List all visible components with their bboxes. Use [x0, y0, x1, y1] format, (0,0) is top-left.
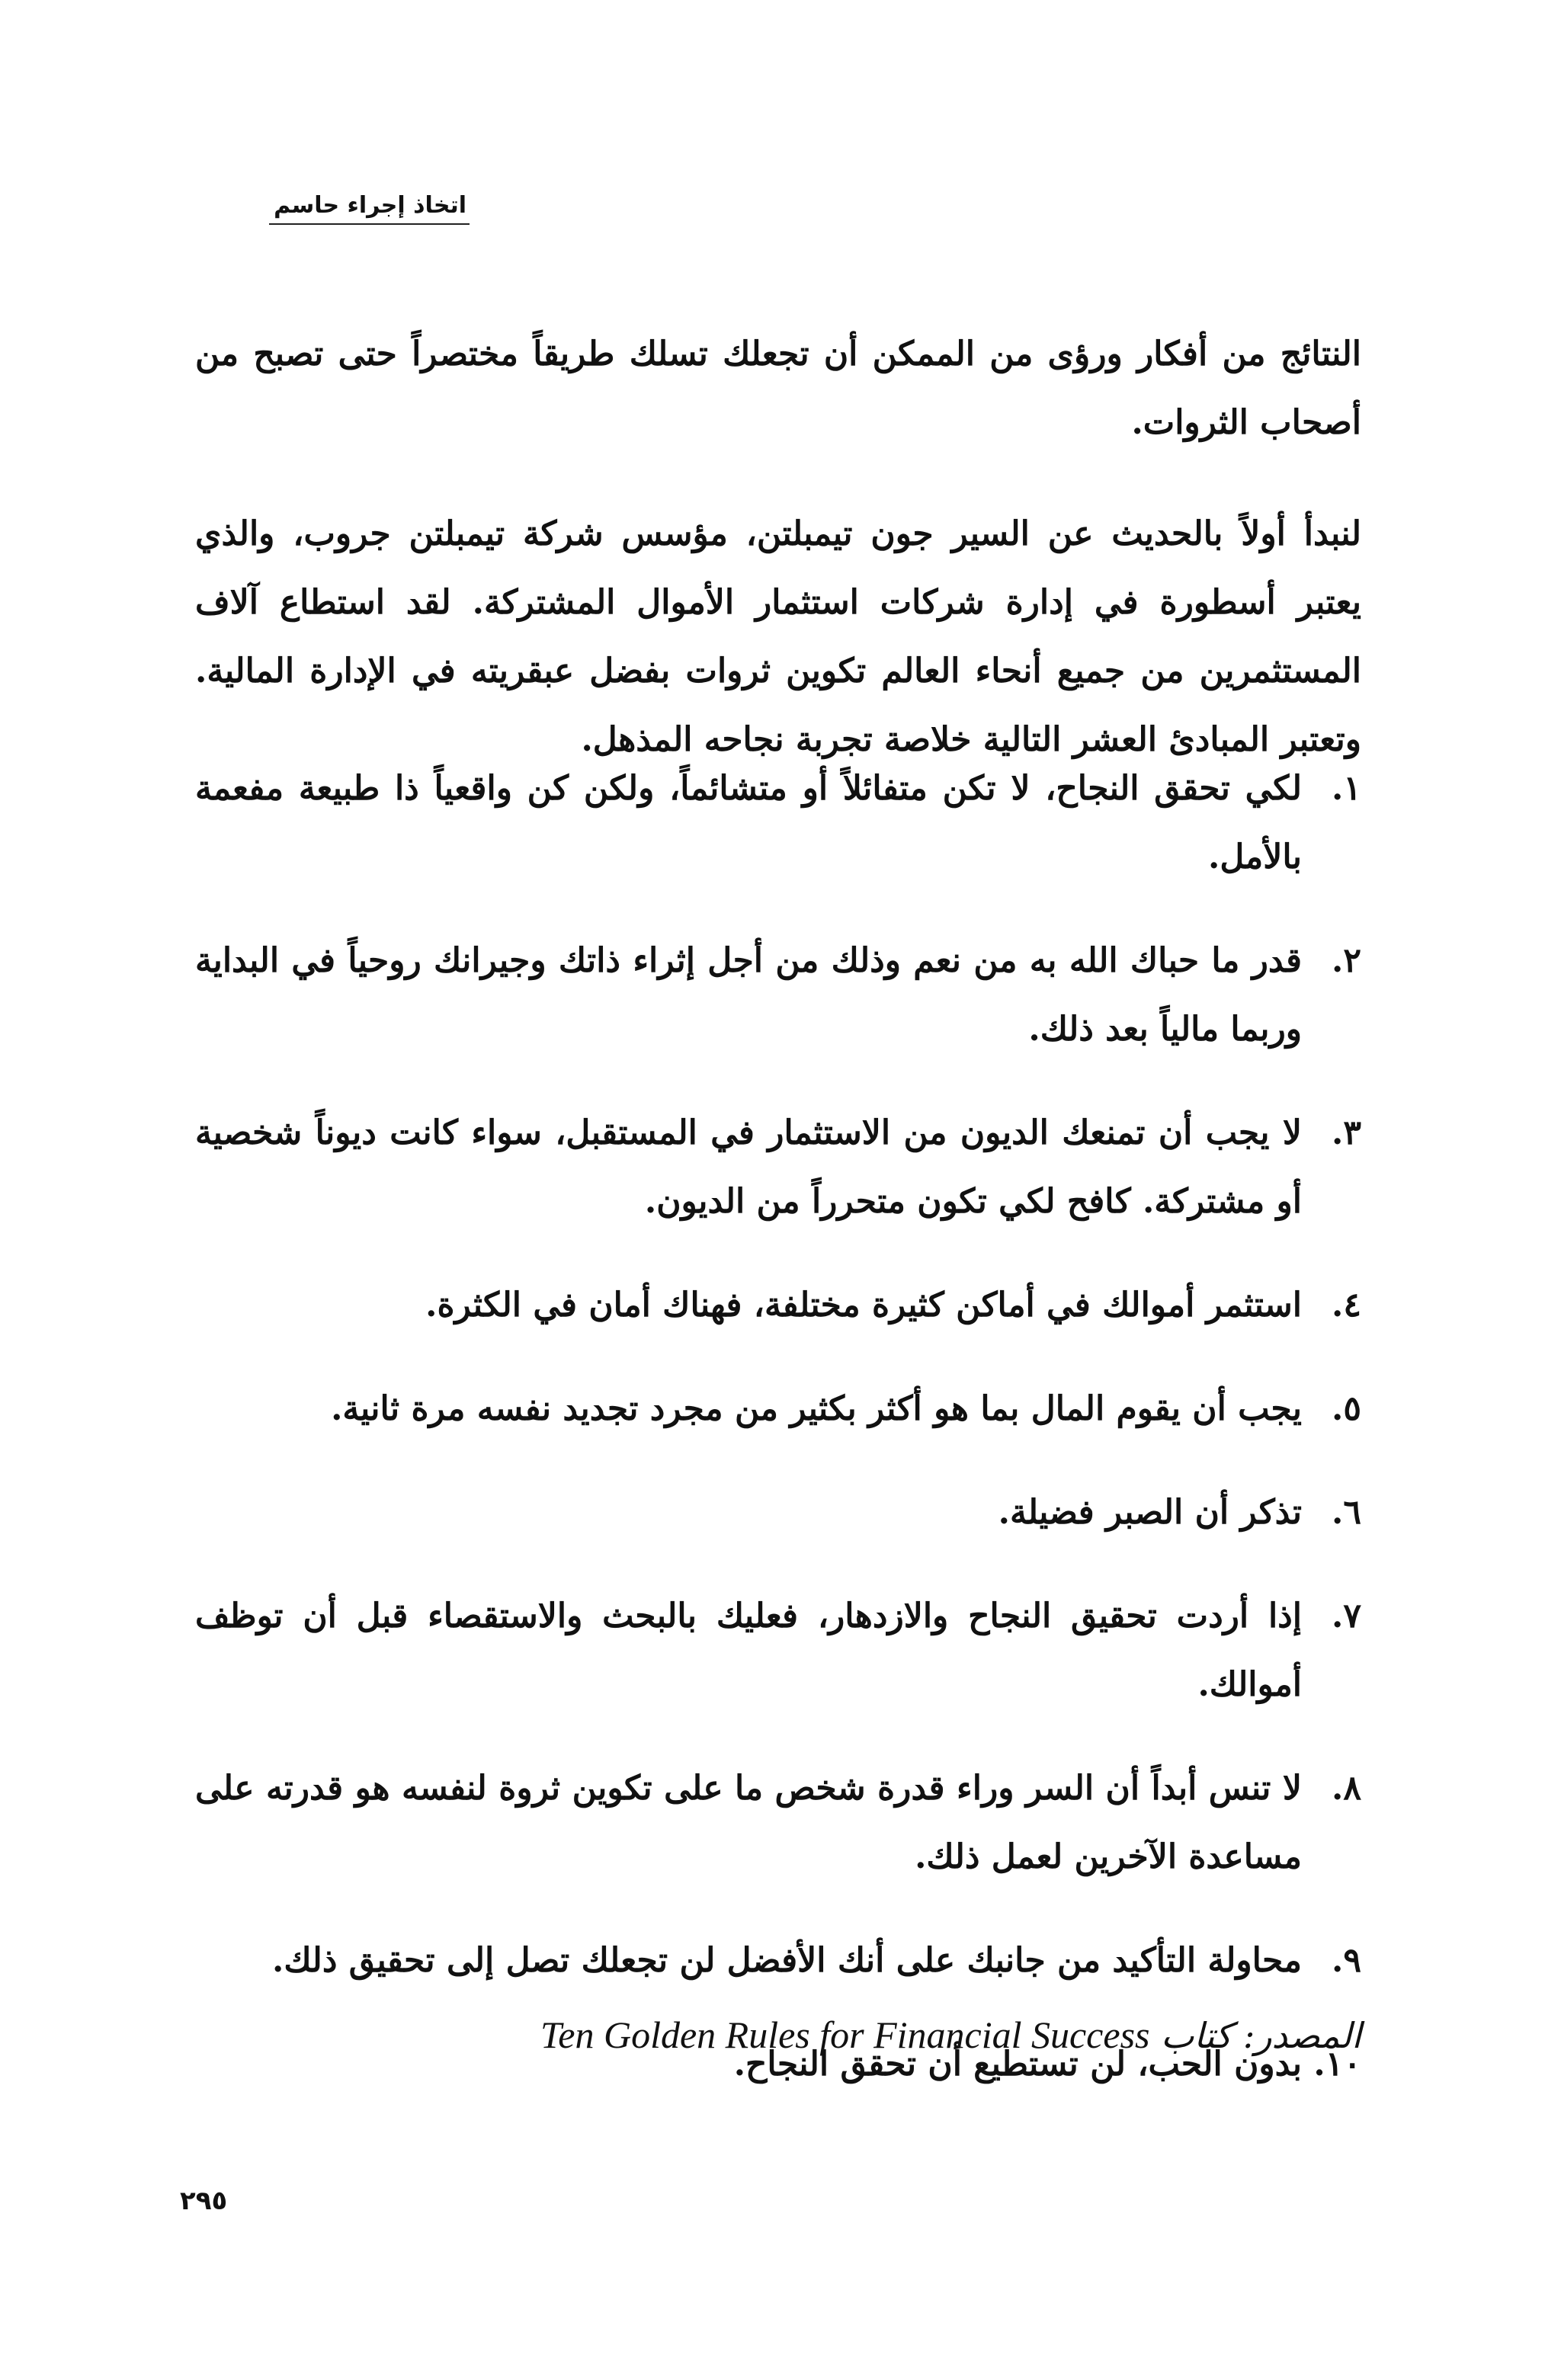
list-item [195, 1478, 1361, 1547]
list-item-number: ٨. [1332, 1769, 1361, 1808]
list-item-number: ٦. [1332, 1493, 1361, 1532]
list-item-number: ١٠. [1313, 2045, 1361, 2084]
list-item [195, 1099, 1361, 1236]
golden-rules-list [195, 754, 1361, 2134]
list-item-text: محاولة التأكيد من جانبك على أنك الأفضل لن تجعلك تصل إلى تحقيق ذلك. [272, 1941, 1302, 1980]
list-item-number: ٤. [1332, 1286, 1361, 1325]
list-item-text: استثمر أموالك في أماكن كثيرة مختلفة، فهناك أمان في الكثرة. [425, 1286, 1302, 1325]
source-label: المصدر: كتاب [1161, 2015, 1361, 2056]
list-item-text: بدون الحب، لن تستطيع أن تحقق النجاح. [733, 2045, 1302, 2084]
paragraph-intro-continuation: النتائج من أفكار ورؤى من الممكن أن تجعلك تسلك طريقاً مختصراً حتى تصبح من أصحاب الثروات. [195, 335, 1361, 442]
running-header: اتخاذ إجراء حاسم [269, 192, 470, 225]
list-item [195, 927, 1361, 1064]
list-item-text: لا يجب أن تمنعك الديون من الاستثمار في المستقبل، سواء كانت ديوناً شخصية أو مشتركة. كافح لكي تكون متحرراً من الديون. [195, 1113, 1302, 1221]
source-citation [195, 2004, 1361, 2066]
list-item-number: ٢. [1332, 941, 1361, 980]
list-item [195, 1927, 1361, 1995]
paragraph-templeton-intro: لنبدأ أولاً بالحديث عن السير جون تيمبلتن، مؤسس شركة تيمبلتن جروب، والذي يعتبر أسطورة في إدارة شركات استثمار الأموال المشتركة. لقد استطاع آلاف المستثمرين من جميع أنحاء العالم تكوين ثروات بفضل عبقريته في الإدارة المالية. وتعتبر المبادئ العشر التالية خلاصة تجربة نجاحه المذهل. [195, 514, 1362, 759]
list-item-number: ٩. [1332, 1941, 1361, 1980]
list-item-number: ١. [1332, 769, 1361, 808]
list-item-number: ٣. [1332, 1113, 1361, 1152]
list-item-number: ٧. [1332, 1597, 1361, 1635]
list-item [195, 1271, 1361, 1340]
list-item-text: تذكر أن الصبر فضيلة. [998, 1493, 1302, 1532]
list-item [195, 754, 1361, 892]
list-item-text: يجب أن يقوم المال بما هو أكثر بكثير من مجرد تجديد نفسه مرة ثانية. [331, 1389, 1302, 1428]
list-item-text: قدر ما حباك الله به من نعم وذلك من أجل إثراء ذاتك وجيرانك روحياً في البداية وربما مالياً بعد ذلك. [195, 941, 1302, 1049]
list-item [195, 1375, 1361, 1443]
list-item-number: ٥. [1332, 1389, 1361, 1428]
page-number: ٢٩٥ [180, 2186, 228, 2216]
list-item-text: لكي تحقق النجاح، لا تكن متفائلاً أو متشائماً، ولكن كن واقعياً ذا طبيعة مفعمة بالأمل. [195, 769, 1302, 876]
source-book-title: Ten Golden Rules for Financial Success [540, 2013, 1150, 2056]
list-item-text: لا تنس أبداً أن السر وراء قدرة شخص ما على تكوين ثروة لنفسه هو قدرته على مساعدة الآخرين لعمل ذلك. [195, 1769, 1302, 1876]
list-item-text: إذا أردت تحقيق النجاح والازدهار، فعليك بالبحث والاستقصاء قبل أن توظف أموالك. [195, 1597, 1302, 1704]
list-item [195, 1582, 1361, 1719]
list-item [195, 1754, 1361, 1892]
